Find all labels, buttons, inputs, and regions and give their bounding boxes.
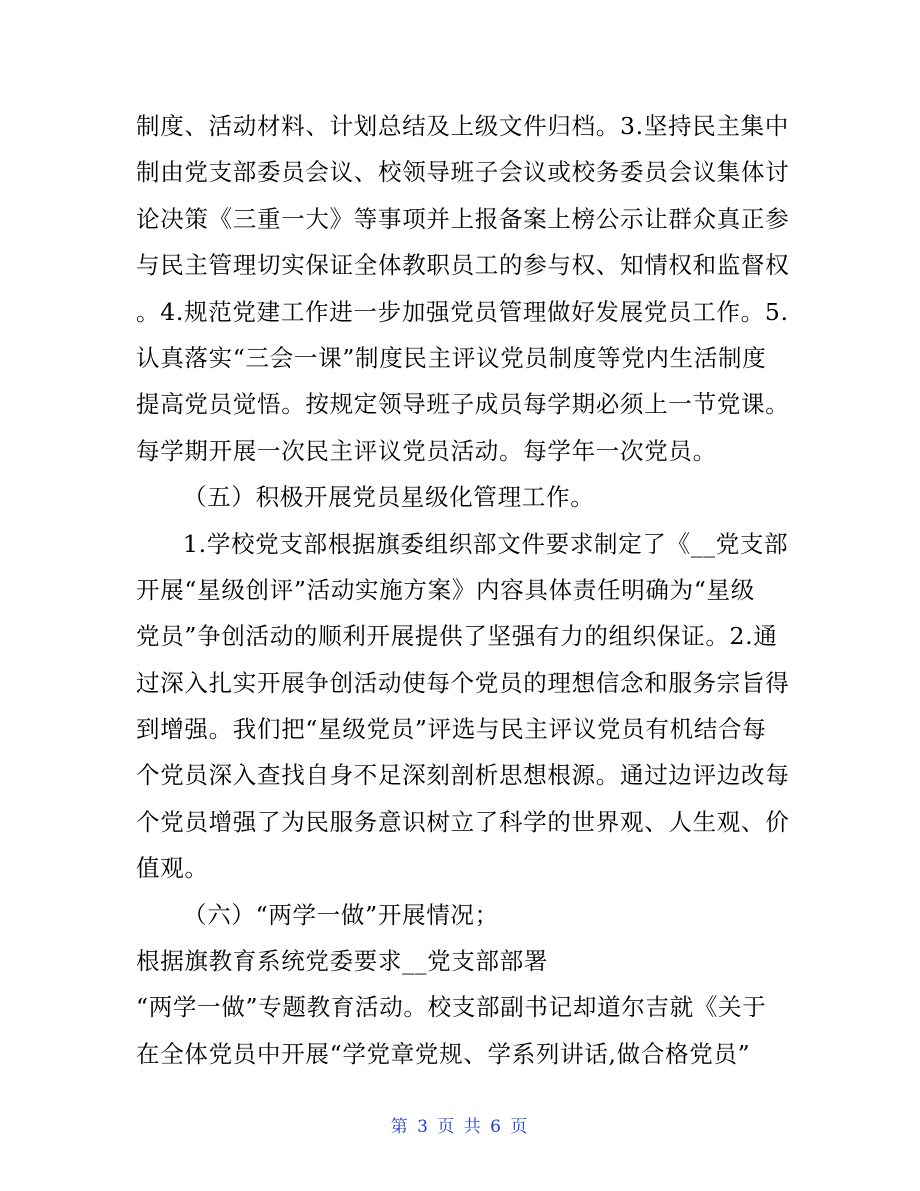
text-line: 制度、活动材料、计划总结及上级文件归档。3.坚持民主集中 [136,112,790,140]
text-line: 党员”争创活动的顺利开展提供了坚强有力的组织保证。2.通 [136,622,778,651]
text-line: 每学期开展一次民主评议党员活动。每学年一次党员。 [136,436,717,465]
text-line: 提高党员觉悟。按规定领导班子成员每学期必须上一节党课。 [136,390,790,419]
text-line: 值观。 [136,854,209,883]
page-number-footer: 第 3 页 共 6 页 [390,1117,530,1137]
section-heading-six: （六）“两学一做”开展情况； [183,900,499,929]
text-line: 认真落实“三会一课”制度民主评议党员制度等党内生活制度 [136,343,767,372]
text-line: 论决策《三重一大》等事项并上报备案上榜公示让群众真正参 [136,204,790,233]
section-heading-five: （五）积极开展党员星级化管理工作。 [183,483,595,512]
text-line: 与民主管理切实保证全体教职员工的参与权、知情权和监督权 [136,251,790,280]
document-body [136,103,796,1077]
text-line: 根据旗教育系统党委要求__党支部部署 [136,947,549,976]
text-line: 开展“星级创评”活动实施方案》内容具体责任明确为“星级 [136,575,755,604]
text-line: 。4.规范党建工作进一步加强党员管理做好发展党员工作。5. [136,297,789,326]
text-line: 过深入扎实开展争创活动使每个党员的理想信念和服务宗旨得 [136,668,790,697]
text-line: 1.学校党支部根据旗委组织部文件要求制定了《__党支部 [183,529,789,558]
text-line: 个党员深入查找自身不足深刻剖析思想根源。通过边评边改每 [136,761,790,790]
text-line: 到增强。我们把“星级党员”评选与民主评议党员有机结合每 [136,715,767,744]
text-line: 在全体党员中开展“学党章党规、学系列讲话,做合格党员” [136,1039,751,1068]
text-line: 个党员增强了为民服务意识树立了科学的世界观、人生观、价 [136,807,790,836]
text-line: “两学一做”专题教育活动。校支部副书记却道尔吉就《关于 [136,993,767,1022]
text-line: 制由党支部委员会议、校领导班子会议或校务委员会议集体讨 [136,158,790,187]
